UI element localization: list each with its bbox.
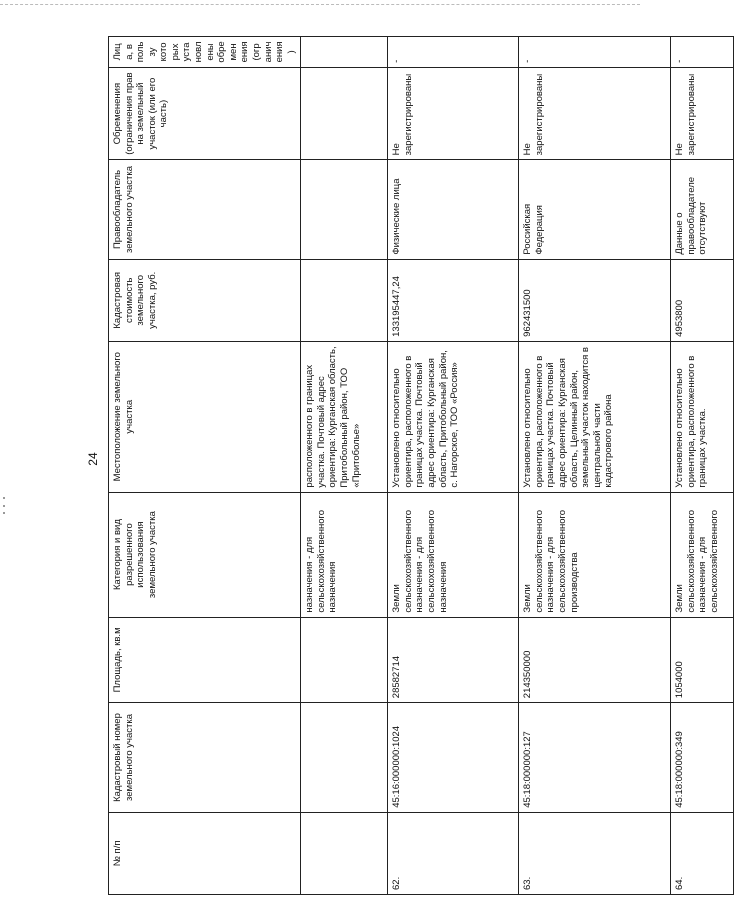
cell-cadastral-cost [301, 259, 388, 341]
cell-area: 28582714 [388, 617, 519, 703]
cell-num: 64. [671, 812, 734, 894]
cell-cadastral-number: 45:18:000000:127 [519, 703, 671, 813]
cell-location: Установлено относительно ориентира, расположенного в границах участка. Почтовый адрес ориентира: Курганская область, Целинный район, земельный участок находится в центральной части кадастрового района [519, 341, 671, 492]
table-row [388, 37, 519, 895]
cell-location: Установлено относительно ориентира, расположенного в границах участка. Почтовый адрес ориентира: Курганская область, Притобольный район, с. Нагорское, ТОО «Россия» [388, 341, 519, 492]
cell-beneficiaries: - [671, 37, 734, 68]
cell-encumbrance [301, 67, 388, 159]
cell-category: назначения - для сельскохозяйственного назначения [301, 492, 388, 617]
header-holder: Правообладатель земельного участка [109, 160, 301, 259]
cell-holder [301, 160, 388, 259]
margin-dot [3, 497, 5, 499]
cell-encumbrance: Не зарегистрированы [388, 67, 519, 159]
header-category: Категория и вид разрешенного использования земельного участка [109, 492, 301, 617]
header-cadastral-number: Кадастровый номер земельного участка [109, 703, 301, 813]
cell-num [301, 812, 388, 894]
table-header-row [109, 37, 301, 895]
table-row [671, 37, 734, 895]
header-location: Местоположение земельного участка [109, 341, 301, 492]
table-row [519, 37, 671, 895]
cell-area: 214350000 [519, 617, 671, 703]
cell-location: Установлено относительно ориентира, расположенного в границах участка. [671, 341, 734, 492]
cell-beneficiaries [301, 37, 388, 68]
cell-beneficiaries: - [519, 37, 671, 68]
margin-dot [3, 512, 5, 514]
cell-category: Земли сельскохозяйственного назначения - для сельскохозяйственного [671, 492, 734, 617]
land-plots-table [108, 36, 734, 895]
rotated-table-container [108, 36, 720, 895]
cell-location: расположенного в границах участка. Почтовый адрес ориентира: Курганская область, Притобольный район, ТОО «Притоболье» [301, 341, 388, 492]
header-encumbrance: Обременения (ограничения прав на земельный участок (или его часть) [109, 67, 301, 159]
scan-edge-line [0, 4, 640, 5]
cell-holder: Данные о правообладателе отсутствуют [671, 160, 734, 259]
cell-num: 62. [388, 812, 519, 894]
cell-beneficiaries: - [388, 37, 519, 68]
cell-area: 1054000 [671, 617, 734, 703]
cell-holder: Российская Федерация [519, 160, 671, 259]
header-num: № п/п [109, 812, 301, 894]
cell-category: Земли сельскохозяйственного назначения - для сельскохозяйственного назначения [388, 492, 519, 617]
cell-area [301, 617, 388, 703]
cell-cadastral-number: 45:16:000000:1024 [388, 703, 519, 813]
cell-num: 63. [519, 812, 671, 894]
page-number: 24 [86, 452, 100, 466]
cell-category: Земли сельскохозяйственного назначения - для сельскохозяйственного производства [519, 492, 671, 617]
cell-cadastral-cost: 962431500 [519, 259, 671, 341]
cell-cadastral-number [301, 703, 388, 813]
cell-holder: Физические лица [388, 160, 519, 259]
header-area: Площадь, кв.м [109, 617, 301, 703]
cell-encumbrance: Не зарегистрированы [671, 67, 734, 159]
header-beneficiaries: Лица, в пользу которых установлены обременения (ограничения) [109, 37, 301, 68]
header-cadastral-cost: Кадастровая стоимость земельного участка, руб. [109, 259, 301, 341]
table-row [301, 37, 388, 895]
cell-cadastral-cost: 133195447,24 [388, 259, 519, 341]
margin-dot [3, 505, 5, 507]
cell-cadastral-cost: 4953800 [671, 259, 734, 341]
cell-cadastral-number: 45:18:000000:349 [671, 703, 734, 813]
cell-encumbrance: Не зарегистрированы [519, 67, 671, 159]
